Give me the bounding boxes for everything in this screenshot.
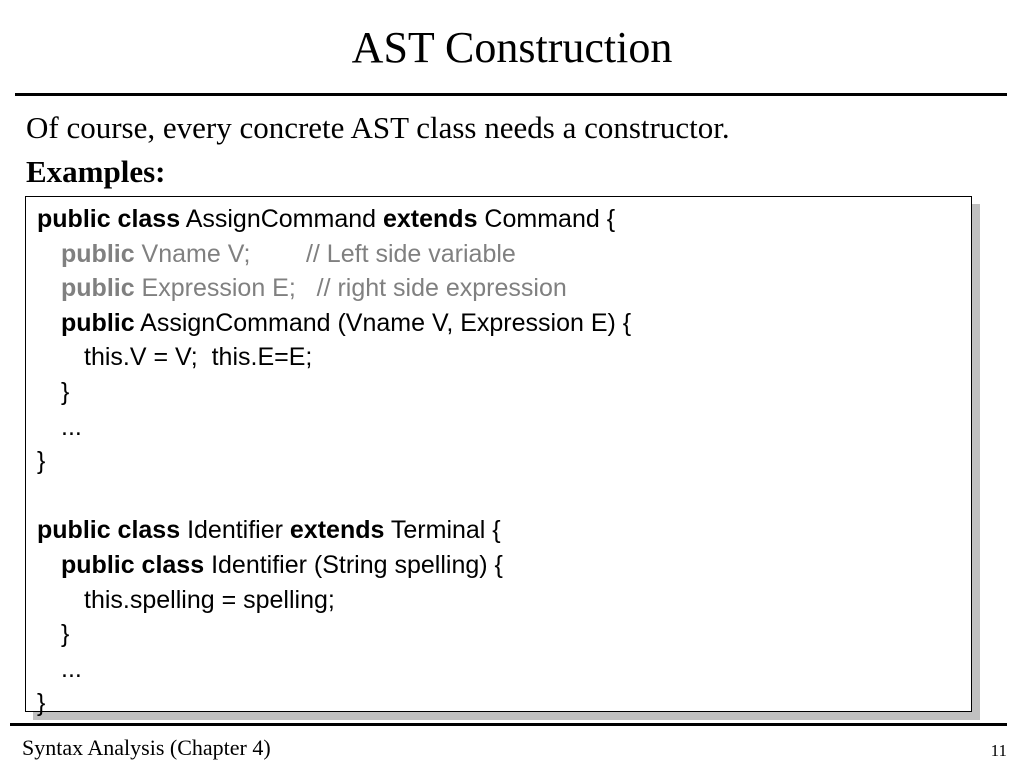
code-line: ... (61, 654, 82, 683)
keyword: public (61, 239, 135, 268)
footer-text: Syntax Analysis (Chapter 4) (22, 735, 271, 760)
code-text: Identifier (180, 516, 290, 545)
keyword: public (61, 308, 135, 337)
code-line (37, 202, 631, 237)
code-line (37, 306, 631, 341)
code-text: Expression E; // right side expression (134, 274, 567, 303)
code-line: } (37, 447, 46, 476)
code-text: AssignCommand (180, 205, 383, 233)
code-line (37, 548, 631, 583)
code-text: Identifier (String spelling) { (204, 550, 503, 579)
footer-divider (10, 723, 1007, 726)
code-text: Command { (477, 205, 616, 233)
code-line: } (61, 620, 70, 649)
code-line (37, 271, 631, 306)
code-line (37, 513, 631, 548)
code-text: Terminal { (384, 516, 501, 545)
code-line: this.spelling = spelling; (84, 585, 335, 614)
keyword: public class (37, 516, 181, 545)
intro-text: Of course, every concrete AST class needs a constructor. (26, 110, 730, 145)
code-listing (37, 202, 631, 721)
code-text: Vname V; // Left side variable (134, 239, 516, 268)
page-number: 11 (990, 741, 1007, 760)
code-blank-line (37, 479, 631, 514)
keyword: extends (383, 205, 478, 233)
code-text: AssignCommand (Vname V, Expression E) { (134, 308, 632, 337)
slide-title: AST Construction (351, 23, 673, 72)
code-line: } (37, 689, 46, 718)
keyword: public class (61, 550, 205, 579)
keyword: public class (37, 205, 181, 233)
code-line: ... (61, 412, 82, 441)
examples-label: Examples: (26, 154, 166, 189)
code-line (37, 237, 631, 272)
keyword: extends (289, 516, 385, 545)
code-line: this.V = V; this.E=E; (84, 343, 313, 372)
code-line: } (61, 377, 70, 406)
title-divider (15, 93, 1007, 96)
keyword: public (61, 274, 135, 303)
